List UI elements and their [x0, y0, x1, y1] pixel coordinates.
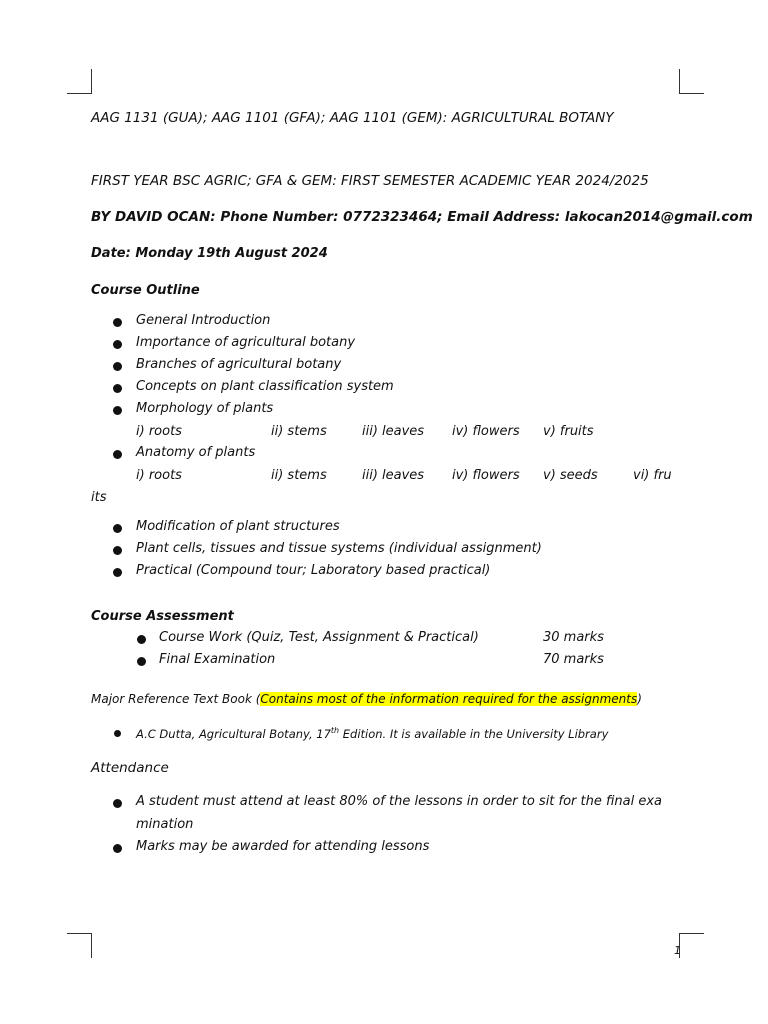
outline-item: Concepts on plant classification system — [136, 379, 394, 394]
reference-item-text: A.C Dutta, Agricultural Botany, 17 — [136, 726, 331, 741]
morphology-part: ii) stems — [271, 424, 327, 439]
bullet-icon — [137, 657, 146, 666]
morphology-part: iv) flowers — [452, 424, 520, 439]
bullet-icon — [137, 635, 146, 644]
bullet-icon — [113, 546, 122, 555]
reference-close: ) — [637, 692, 642, 706]
attendance-item: Marks may be awarded for attending lessons — [136, 839, 430, 854]
crop-mark-top-left — [67, 69, 92, 94]
outline-item: General Introduction — [136, 313, 271, 328]
date-line: Date: Monday 19th August 2024 — [91, 246, 328, 261]
assessment-label: Course Work (Quiz, Test, Assignment & Practical) — [159, 630, 479, 645]
outline-item: Branches of agricultural botany — [136, 357, 342, 372]
morphology-part: iii) leaves — [362, 424, 425, 439]
attendance-item: A student must attend at least 80% of the lessons in order to sit for the final exa — [136, 794, 663, 809]
reference-line — [91, 692, 642, 706]
reference-item-sup: th — [330, 726, 340, 735]
outline-item: Modification of plant structures — [136, 519, 340, 534]
outline-item: Importance of agricultural botany — [136, 335, 356, 350]
outline-item: Morphology of plants — [136, 401, 274, 416]
author-line: BY DAVID OCAN: Phone Number: 0772323464; Email Address: lakocan2014@gmail.com — [91, 209, 753, 225]
year-line: FIRST YEAR BSC AGRIC; GFA & GEM: FIRST SEMESTER ACADEMIC YEAR 2024/2025 — [91, 173, 649, 189]
anatomy-part: iii) leaves — [362, 468, 425, 483]
bullet-icon — [113, 384, 122, 393]
anatomy-part: i) roots — [136, 468, 182, 483]
bullet-icon — [113, 524, 122, 533]
attendance-heading: Attendance — [91, 760, 169, 776]
bullet-icon — [113, 340, 122, 349]
bullet-icon — [113, 568, 122, 577]
crop-mark-bottom-right — [679, 933, 704, 958]
anatomy-part: ii) stems — [271, 468, 327, 483]
anatomy-part: vi) fru — [633, 468, 672, 483]
bullet-icon — [114, 730, 121, 737]
morphology-part: v) fruits — [543, 424, 594, 439]
crop-mark-bottom-left — [67, 933, 92, 958]
anatomy-wrap: its — [91, 490, 107, 505]
outline-item: Plant cells, tissues and tissue systems (individual assignment) — [136, 541, 542, 556]
assessment-heading: Course Assessment — [91, 609, 234, 624]
bullet-icon — [113, 450, 122, 459]
morphology-part: i) roots — [136, 424, 182, 439]
attendance-item-wrap: mination — [136, 817, 194, 832]
bullet-icon — [113, 318, 122, 327]
anatomy-part: v) seeds — [543, 468, 598, 483]
page-number: 1 — [674, 944, 681, 957]
outline-item: Practical (Compound tour; Laboratory based practical) — [136, 563, 491, 578]
reference-item-tail: Edition. It is available in the University Library — [339, 726, 609, 741]
bullet-icon — [113, 362, 122, 371]
bullet-icon — [113, 406, 122, 415]
bullet-icon — [113, 799, 122, 808]
anatomy-part: iv) flowers — [452, 468, 520, 483]
reference-highlight: Contains most of the information required for the assignments — [260, 692, 638, 706]
assessment-marks: 30 marks — [543, 630, 604, 645]
assessment-label: Final Examination — [159, 652, 276, 667]
reference-item — [136, 726, 608, 741]
document-title: AAG 1131 (GUA); AAG 1101 (GFA); AAG 1101 (GEM): AGRICULTURAL BOTANY — [91, 110, 614, 126]
reference-label: Major Reference Text Book ( — [91, 692, 261, 706]
assessment-marks: 70 marks — [543, 652, 604, 667]
anatomy-label: Anatomy of plants — [136, 445, 256, 460]
crop-mark-top-right — [679, 69, 704, 94]
course-outline-heading: Course Outline — [91, 283, 200, 298]
bullet-icon — [113, 844, 122, 853]
